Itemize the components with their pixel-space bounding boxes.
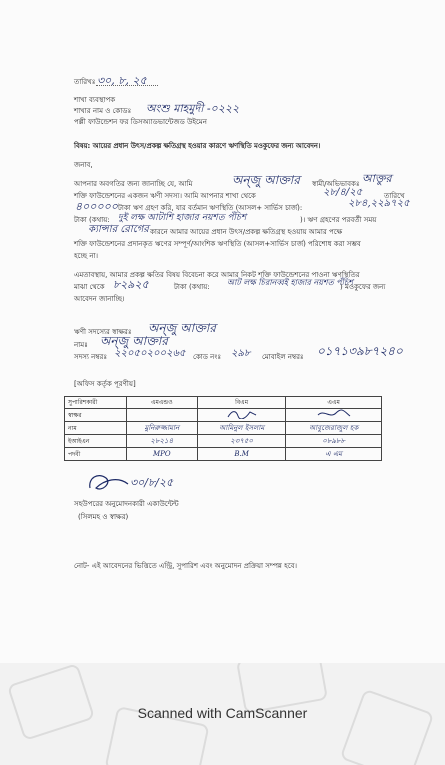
cause-hw: ক্যান্সার রোগের <box>88 224 149 235</box>
addressee-line1: শাখা ব্যবস্থাপক <box>74 96 116 104</box>
footer-decoration <box>340 689 435 765</box>
table-cell: ২৩৭৫০ <box>197 435 285 448</box>
branch-value: অংশু মাহমুদী -০২২২ <box>146 102 240 115</box>
table-cell: মুনিরুজ্জামান <box>126 422 197 435</box>
member-name-label: নামঃ <box>74 341 88 349</box>
loan-date-hw: ২৮/৪/২৫ <box>323 187 363 198</box>
table-row <box>65 448 382 461</box>
organization-name: পল্লী ফাউন্ডেশন ফর ডিসঅ্যাডভান্টেজড উইমেন <box>74 118 207 126</box>
body-line1b: স্বামী/অভিভাবকঃ <box>312 180 360 188</box>
body-line9b: টাকা (কথায়: <box>174 283 210 291</box>
body-line2b: তারিখে <box>384 192 405 200</box>
date-value: ৩০, ৮, ২৫ <box>97 74 147 87</box>
table-row <box>65 409 382 422</box>
table-row-label: নাম <box>65 422 127 435</box>
body-line1a: আপনার অবগতির জন্য জানাচ্ছি যে, আমি <box>74 180 193 188</box>
scanned-with-label: Scanned with CamScanner <box>137 705 308 721</box>
footnote: নোট- এই আবেদনের ভিত্তিতে এন্ট্রি, সুপারিশ এবং অনুমোদন প্রক্রিয়া সম্পন্ন হবে। <box>74 562 298 570</box>
officer-signature <box>84 470 134 496</box>
body-line3a: টাকা ঋণ গ্রহণ করি, যার বর্তমান ঋণস্থিতি (আসল+ সার্ভিস চার্জ): <box>118 204 303 212</box>
waiver-amount-hw: ৮২৯২৫ <box>113 278 149 291</box>
office-note: [অফিস কর্তৃক পূরণীয়] <box>74 380 136 388</box>
member-number-value: ২২০৫০২০০২৬৫ <box>114 348 186 359</box>
waiver-words-hw: আট লক্ষ চিরানব্বই হাজার নয়শত পঁচিশ <box>227 278 353 287</box>
table-header-cell: এমএন্ডও <box>126 397 197 409</box>
camscanner-footer <box>0 663 445 765</box>
table-cell: MPO <box>126 448 197 461</box>
table-row-label: স্বাক্ষর <box>65 409 127 422</box>
mobile-label: মোবাইল নম্বরঃ <box>262 353 304 361</box>
date-label: তারিখঃ <box>74 78 96 86</box>
branch-label: শাখার নাম ও কোডঃ <box>74 107 132 115</box>
approval-table <box>64 396 382 461</box>
subject-line: বিষয়: আয়ের প্রধান উৎস/প্রকল্প ক্ষতিগ্রস্থ হওয়ার কারণে ঋণস্থিতি মওকুফের জন্য আবেদন। <box>74 142 321 150</box>
mobile-value: ০১৭১৩৯৮৭২৪০ <box>317 344 403 358</box>
code-label: কোড নংঃ <box>193 353 222 361</box>
table-header-cell: সুপারিশকারী <box>65 397 127 409</box>
table-cell <box>126 409 197 422</box>
am-signature <box>314 409 354 419</box>
body-line7: হচ্ছে না। <box>74 252 99 260</box>
applicant-name-hw: অন্জু আক্তার <box>232 173 300 187</box>
member-number-label: সদস্য নম্বরঃ <box>74 353 108 361</box>
body-line8: এমতাবস্থায়, আমার প্রকল্প ক্ষতির বিষয় বিবেচনা করে আমার নিকট শক্তি ফাউন্ডেশনের পাওনা ঋণস্থিতির <box>74 271 360 279</box>
body-line4b: )। ঋণ গ্রহণের পরবর্তী সময় <box>300 216 377 224</box>
table-cell <box>197 409 285 422</box>
officer-sig-date: ৩০/৮/২৫ <box>130 476 174 489</box>
body-line6: শক্তি ফাউন্ডেশনের প্রদানকৃত ঋণের সম্পূর্ণ/আংশিক ঋণস্থিতি (আসল+সার্ভিস চার্জ) পরিশোধ করা সম্ভব <box>74 240 361 248</box>
member-signature-value: অন্জু আক্তার <box>148 321 216 335</box>
body-line10: আবেদন জানাচ্ছি। <box>74 295 125 303</box>
table-cell: ২৮২১৪ <box>126 435 197 448</box>
member-signature-label: ঋণী সদস্যের স্বাক্ষরঃ <box>74 328 132 336</box>
officer-title: সহউপরের অনুমোদনকারী একাউন্টেন্ট <box>74 500 179 508</box>
body-line5: কারনে আমার আয়ের প্রধান উৎস/প্রকল্প ক্ষতিগ্রস্থ হওয়ায় আমার পক্ষে <box>150 228 343 236</box>
table-cell: আমিনুল ইসলাম <box>197 422 285 435</box>
table-header-cell: বিএম <box>197 397 285 409</box>
balance-hw: ২৮৪,২২৯৭২৫ <box>348 198 410 209</box>
officer-seal-note: (সিলমহ ও স্বাক্ষর) <box>78 513 129 521</box>
table-cell <box>286 409 382 422</box>
date-underline <box>96 85 158 86</box>
bm-signature <box>222 409 262 419</box>
table-row <box>65 422 382 435</box>
loan-amount-hw: ৪০০০০০ <box>75 200 118 213</box>
guardian-hw: আক্তুর <box>362 172 392 185</box>
member-name-value: অন্জু আক্তার <box>100 334 168 348</box>
balance-words-hw: দুই লক্ষ আটাশি হাজার নয়শত পঁচিশ <box>118 213 247 223</box>
salutation: জনাব, <box>74 161 93 169</box>
body-line4a: টাকা (কথায়: <box>74 216 110 224</box>
table-header-row <box>65 397 382 409</box>
code-value: ২৯৮ <box>231 348 251 359</box>
footer-decoration <box>7 663 95 741</box>
table-cell: B.M <box>197 448 285 461</box>
table-row-label: ইআইএন <box>65 435 127 448</box>
table-row-label: পদবী <box>65 448 127 461</box>
table-cell: ০৮৯৮৮ <box>286 435 382 448</box>
table-cell: এ এম <box>286 448 382 461</box>
body-line9c: ) মওকুফের জন্য <box>340 283 386 291</box>
body-line9a: মাঝা থেকে <box>74 283 105 291</box>
body-line2a: শক্তি ফাউন্ডেশনের একজন ঋণী সদস্য। আমি আপনার শাখা থেকে <box>74 192 256 200</box>
table-cell: আবুজেরাজুল হক <box>286 422 382 435</box>
table-row <box>65 435 382 448</box>
table-header-cell: এএম <box>286 397 382 409</box>
